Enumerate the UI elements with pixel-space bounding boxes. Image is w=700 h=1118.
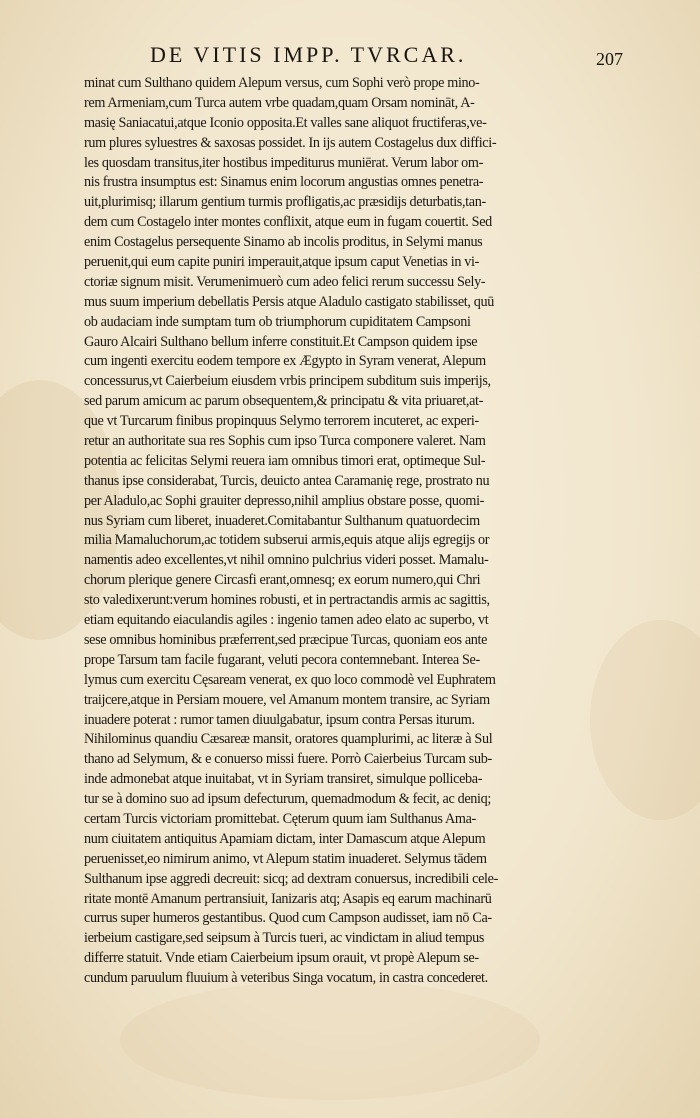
paper-stain — [590, 620, 700, 820]
text-line: prope Tarsum tam facile fugarant, veluti pecora contemnebant. Interea Se- — [84, 651, 480, 668]
text-line: masię Saniacatui,atque Iconio opposita.Et valles sane aliquot fructiferas,ve- — [84, 114, 487, 131]
text-line: milia Mamaluchorum,ac totidem subserui armis,equis atque alijs egregijs or — [84, 532, 490, 549]
text-line: inuadere poterat : rumor tamen diuulgabatur, ipsum contra Persas iturum. — [84, 711, 475, 728]
text-line: Sulthanum ipse aggredi decreuit: sicq; ad dextram conuersus, incredibili cele- — [84, 870, 498, 887]
text-line: sto valedixerunt:verum homines robusti, et in pertractandis armis ac sagittis, — [84, 592, 490, 609]
text-line: sed parum amicum ac parum obsequentem,& principatu & vita priuaret,at- — [84, 393, 484, 410]
text-line: peruenit,qui eum capite puniri imperauit,atque ipsum caput Venetias in vi- — [84, 254, 480, 271]
text-line: nus Syriam cum liberet, inuaderet.Comitabantur Sulthanum quatuordecim — [84, 512, 480, 529]
text-line: que vt Turcarum finibus propinquus Selymo terrorem incuteret, ac experi- — [84, 413, 479, 430]
text-line: cundum paruulum fluuium à veteribus Singa vocatum, in castra concederet. — [84, 970, 488, 987]
text-line: chorum plerique genere Circasfi erant,omnesq; ex eorum numero,qui Chri — [84, 572, 481, 589]
text-line: uit,plurimisq; illarum gentium turmis profligatis,ac præsidijs deturbatis,tan- — [84, 194, 486, 211]
text-line: rem Armeniam,cum Turca autem vrbe quadam,quam Orsam nomināt, A- — [84, 94, 475, 111]
text-line: num ciuitatem antiquitus Apamiam dictam, inter Damascum atque Alepum — [84, 830, 486, 847]
text-line: ctoriæ signum misit. Verumenimuerò cum adeo felici rerum successu Sely- — [84, 273, 486, 290]
text-line: minat cum Sulthano quidem Alepum versus, cum Sophi verò prope mino- — [84, 75, 480, 91]
text-line: mus suum imperium debellatis Persis atque Aladulo castigato stabilisset, quū — [84, 293, 495, 310]
text-line: potentia ac felicitas Selymi reuera iam omnibus timori erat, optimeque Sul- — [84, 452, 486, 469]
text-line: concessurus,vt Caierbeium eiusdem vrbis principem subditum suis imperijs, — [84, 373, 491, 390]
text-line: currus super humeros gestantibus. Quod cum Campson audisset, iam nō Ca- — [84, 910, 492, 927]
text-line: enim Costagelus persequente Sinamo ab incolis proditus, in Selymi manus — [84, 234, 483, 251]
text-line: ierbeium castigare,sed seipsum à Turcis tueri, ac vindictam in aliud tempus — [84, 930, 485, 947]
text-line: dem cum Costagelo inter montes conflixit, atque eum in fugam couertit. Sed — [84, 214, 492, 231]
text-line: namentis adeo excellentes,vt nihil omnino pulchrius videri posset. Mamalu- — [84, 552, 489, 569]
text-line: retur an authoritate sua res Sophis cum ipso Turca componere valeret. Nam — [84, 433, 486, 450]
text-line: rum plures syluestres & saxosas possidet. In ijs autem Costagelus dux diffici- — [84, 134, 497, 151]
text-line: Nihilominus quandiu Cæsareæ mansit, oratores quamplurimi, ac literæ à Sul — [84, 731, 493, 748]
paper-stain — [120, 980, 540, 1100]
text-line: ritate montē Amanum pertransiuit, Ianizaris atq; Asapis eq earum machinarū — [84, 890, 492, 907]
text-line: inde admonebat atque inuitabat, vt in Syriam transiret, simulque polliceba- — [84, 771, 483, 788]
text-line: thano ad Selymum, & e conuerso missi fuere. Porrò Caierbeius Turcam sub- — [84, 751, 492, 768]
text-line: peruenisset,eo nimirum animo, vt Alepum statim inuaderet. Selymus tādem — [84, 850, 487, 867]
text-line: differre statuit. Vnde etiam Caierbeium ipsum orauit, vt propè Alepum se- — [84, 950, 479, 967]
text-line: nis frustra insumptus est: Sinamus enim locorum angustias omnes penetra- — [84, 174, 484, 191]
text-line: sese omnibus hominibus præferrent,sed præcipue Turcas, quoniam eos ante — [84, 631, 488, 648]
text-line: tur se à domino suo ad ipsum defecturum, quemadmodum & fecit, ac deniq; — [84, 791, 491, 808]
text-line: per Aladulo,ac Sophi grauiter depresso,nihil amplius obstare posse, quomi- — [84, 492, 485, 509]
body-text — [84, 74, 602, 989]
running-title: DE VITIS IMPP. TVRCAR. — [150, 42, 467, 67]
text-line: Gauro Alcairi Sulthano bellum inferre constituit.Et Campson quidem ipse — [84, 333, 478, 350]
text-line: cum ingenti exercitu eodem tempore ex Ægypto in Syram venerat, Alepum — [84, 353, 486, 370]
text-line: etiam equitando eiaculandis agiles : ingenio tamen adeo elato ac superbo, vt — [84, 612, 489, 629]
text-line: certam Turcis victoriam promittebat. Cęterum quum iam Sulthanus Ama- — [84, 810, 476, 827]
page-number: 207 — [596, 49, 623, 69]
text-line: lymus cum exercitu Cęsaream venerat, ex quo loco commodè vel Euphratem — [84, 671, 496, 688]
text-line: traijcere,atque in Persiam mouere, vel Amanum montem transire, ac Syriam — [84, 691, 490, 708]
text-line: ob audaciam inde sumptam tum ob triumphorum cupiditatem Campsoni — [84, 313, 471, 330]
text-line: thanus ipse considerabat, Turcis, deuicto antea Caramanię rege, prostrato nu — [84, 472, 490, 489]
text-line: les quosdam transitus,iter hostibus impediturus muniērat. Verum labor om- — [84, 154, 483, 171]
